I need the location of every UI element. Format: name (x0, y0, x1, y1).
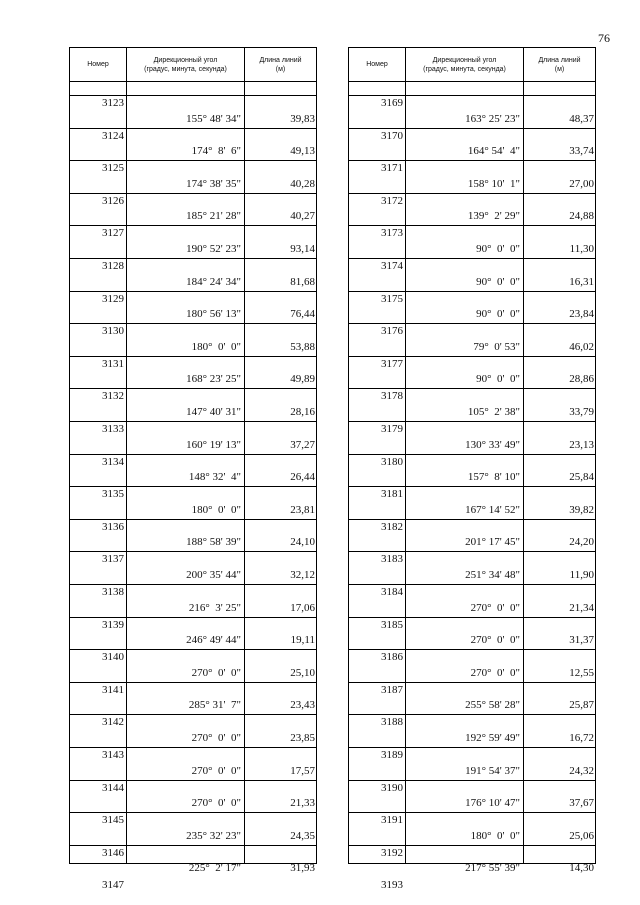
line-length: 93,14 (290, 242, 315, 255)
point-number: 3138 (102, 586, 124, 598)
point-number: 3141 (102, 683, 124, 696)
header-angle-line1: Дирекционный угол (153, 56, 218, 64)
point-number: 3145 (102, 814, 124, 827)
row-rule (70, 128, 316, 129)
point-number: 3188 (381, 716, 403, 729)
header-number (349, 48, 406, 81)
point-number: 3172 (381, 194, 403, 207)
direction-angle: 192° 59' 49" (465, 731, 520, 744)
row-rule (349, 617, 595, 618)
line-length: 37,27 (290, 438, 315, 451)
direction-angle: 160° 19' 13" (186, 438, 241, 451)
point-number: 3133 (102, 423, 124, 435)
direction-angle: 191° 54' 37" (465, 764, 520, 777)
row-rule (349, 388, 595, 389)
direction-angle: 174° 38' 35" (186, 177, 241, 190)
row-rule (70, 682, 316, 683)
row-rule (349, 291, 595, 292)
direction-angle: 176° 10' 47" (465, 797, 520, 810)
direction-angle: 147° 40' 31" (186, 405, 241, 418)
row-rule (349, 780, 595, 781)
table-header (349, 48, 595, 82)
point-number: 3140 (102, 651, 124, 664)
point-number: 3178 (381, 390, 403, 403)
point-number: 3131 (102, 357, 124, 370)
line-length: 11,30 (569, 242, 594, 255)
row-rule (70, 454, 316, 455)
point-number: 3179 (381, 423, 403, 435)
row-rule (349, 519, 595, 520)
direction-angle: 148° 32' 4" (188, 471, 241, 484)
direction-angle: 270° 0' 0" (191, 666, 241, 679)
line-length: 14,30 (569, 862, 594, 875)
point-number: 3183 (381, 553, 403, 566)
direction-angle: 235° 32' 23" (186, 829, 241, 842)
line-length: 31,37 (569, 634, 594, 647)
direction-angle: 188° 58' 39" (186, 536, 241, 549)
direction-angle: 105° 2' 38" (467, 405, 520, 418)
direction-angle: 185° 21' 28" (186, 210, 241, 223)
point-number: 3137 (102, 553, 124, 566)
point-number: 3177 (381, 357, 403, 370)
line-length: 23,84 (569, 308, 594, 321)
direction-angle: 158° 10' 1" (467, 177, 520, 190)
point-number: 3190 (381, 781, 403, 794)
row-rule (70, 95, 316, 96)
line-length: 76,44 (290, 308, 315, 321)
header-number (70, 48, 127, 81)
line-length: 31,93 (290, 862, 315, 875)
point-number: 3127 (102, 227, 124, 240)
direction-angle: 90° 0' 0" (476, 275, 520, 288)
point-number: 3187 (381, 683, 403, 696)
point-number: 3184 (381, 586, 403, 598)
header-number-label: Номер (366, 61, 388, 68)
row-rule (70, 551, 316, 552)
direction-angle: 155° 48' 34" (186, 112, 241, 125)
row-rule (70, 225, 316, 226)
row-rule (70, 747, 316, 748)
point-number: 3136 (102, 520, 124, 533)
point-number: 3169 (381, 97, 403, 109)
row-rule (349, 356, 595, 357)
line-length: 28,16 (290, 405, 315, 418)
line-length: 25,84 (569, 471, 594, 484)
row-rule (70, 160, 316, 161)
direction-angle: 90° 0' 0" (476, 242, 520, 255)
row-rule (70, 421, 316, 422)
row-rule (349, 812, 595, 813)
header-angle-line1: Дирекционный угол (432, 56, 497, 64)
point-number: 3125 (102, 162, 124, 175)
point-number: 3130 (102, 325, 124, 338)
page-number: 76 (598, 31, 610, 45)
row-rule (349, 454, 595, 455)
line-length: 24,20 (569, 536, 594, 549)
point-number: 3193 (381, 879, 403, 892)
point-number: 3189 (381, 749, 403, 761)
direction-angle: 225° 2' 17" (188, 862, 241, 875)
line-length: 39,83 (290, 112, 315, 125)
point-number: 3143 (102, 749, 124, 761)
direction-angle: 90° 0' 0" (476, 373, 520, 386)
point-number: 3170 (381, 129, 403, 142)
line-length: 24,88 (569, 210, 594, 223)
line-length: 28,86 (569, 373, 594, 386)
line-length: 23,81 (290, 503, 315, 516)
line-length: 26,44 (290, 471, 315, 484)
point-number: 3144 (102, 781, 124, 794)
header-angle (406, 48, 524, 81)
row-rule (70, 193, 316, 194)
point-number: 3182 (381, 520, 403, 533)
line-length: 25,10 (290, 666, 315, 679)
row-rule (349, 747, 595, 748)
line-length: 81,68 (290, 275, 315, 288)
header-angle (127, 48, 245, 81)
table-header (70, 48, 316, 82)
direction-angle: 201° 17' 45" (465, 536, 520, 549)
point-number: 3132 (102, 390, 124, 403)
row-rule (349, 649, 595, 650)
row-rule (70, 845, 316, 846)
point-number: 3139 (102, 618, 124, 631)
row-rule (349, 486, 595, 487)
point-number: 3129 (102, 292, 124, 305)
row-rule (349, 258, 595, 259)
point-number: 3124 (102, 129, 124, 142)
direction-angle: 174° 8' 6" (191, 145, 241, 158)
row-rule (70, 649, 316, 650)
direction-angle: 285° 31' 7" (188, 699, 241, 712)
header-length-line2: (м) (275, 65, 286, 73)
line-length: 25,06 (569, 829, 594, 842)
line-length: 53,88 (290, 340, 315, 353)
point-number: 3185 (381, 618, 403, 631)
line-length: 21,34 (569, 601, 594, 614)
line-length: 21,33 (290, 797, 315, 810)
direction-angle: 270° 0' 0" (191, 731, 241, 744)
point-number: 3192 (381, 846, 403, 859)
line-length: 33,74 (569, 145, 594, 158)
row-rule (349, 323, 595, 324)
row-rule (349, 845, 595, 846)
row-rule (70, 258, 316, 259)
point-number: 3176 (381, 325, 403, 338)
direction-angle: 216° 3' 25" (188, 601, 241, 614)
direction-angle: 90° 0' 0" (476, 308, 520, 321)
point-number: 3175 (381, 292, 403, 305)
point-number: 3173 (381, 227, 403, 240)
line-length: 24,32 (569, 764, 594, 777)
direction-angle: 139° 2' 29" (467, 210, 520, 223)
direction-angle: 270° 0' 0" (470, 634, 520, 647)
point-number: 3135 (102, 488, 124, 501)
line-length: 23,85 (290, 731, 315, 744)
direction-angle: 184° 24' 34" (186, 275, 241, 288)
row-rule (349, 128, 595, 129)
row-rule (70, 486, 316, 487)
point-number: 3191 (381, 814, 403, 827)
direction-angle: 164° 54' 4" (467, 145, 520, 158)
direction-angle: 255° 58' 28" (465, 699, 520, 712)
line-length: 49,13 (290, 145, 315, 158)
point-number: 3146 (102, 846, 124, 859)
header-angle-line2: (градус, минута, секунда) (423, 65, 506, 73)
point-number: 3171 (381, 162, 403, 175)
row-rule (70, 356, 316, 357)
line-length: 48,37 (569, 112, 594, 125)
line-length: 23,43 (290, 699, 315, 712)
direction-angle: 270° 0' 0" (191, 764, 241, 777)
point-number: 3147 (102, 879, 124, 892)
row-rule (70, 812, 316, 813)
line-length: 11,90 (569, 568, 594, 581)
direction-angle: 163° 25' 23" (465, 112, 520, 125)
row-rule (349, 95, 595, 96)
direction-angle: 168° 23' 25" (186, 373, 241, 386)
line-length: 27,00 (569, 177, 594, 190)
direction-angle: 200° 35' 44" (186, 568, 241, 581)
line-length: 12,55 (569, 666, 594, 679)
header-length (524, 48, 595, 81)
direction-angle: 270° 0' 0" (191, 797, 241, 810)
direction-angle: 217° 55' 39" (465, 862, 520, 875)
point-number: 3134 (102, 455, 124, 468)
row-rule (70, 519, 316, 520)
row-rule (349, 193, 595, 194)
row-rule (349, 584, 595, 585)
survey-table-right (348, 47, 596, 892)
point-number: 3123 (102, 97, 124, 109)
point-number: 3174 (381, 260, 403, 272)
header-angle-line2: (градус, минута, секунда) (144, 65, 227, 73)
direction-angle: 180° 0' 0" (191, 503, 241, 516)
line-length: 16,72 (569, 731, 594, 744)
direction-angle: 180° 56' 13" (186, 308, 241, 321)
line-length: 17,57 (290, 764, 315, 777)
row-rule (70, 617, 316, 618)
row-rule (70, 388, 316, 389)
row-rule (349, 714, 595, 715)
direction-angle: 180° 0' 0" (470, 829, 520, 842)
line-length: 40,27 (290, 210, 315, 223)
line-length: 39,82 (569, 503, 594, 516)
direction-angle: 270° 0' 0" (470, 601, 520, 614)
direction-angle: 251° 34' 48" (465, 568, 520, 581)
row-rule (349, 421, 595, 422)
row-rule (70, 584, 316, 585)
direction-angle: 79° 0' 53" (473, 340, 520, 353)
point-number: 3186 (381, 651, 403, 664)
direction-angle: 190° 52' 23" (186, 242, 241, 255)
line-length: 17,06 (290, 601, 315, 614)
direction-angle: 246° 49' 44" (186, 634, 241, 647)
point-number: 3128 (102, 260, 124, 272)
line-length: 25,87 (569, 699, 594, 712)
point-number: 3142 (102, 716, 124, 729)
survey-table-left (69, 47, 317, 892)
point-number: 3181 (381, 488, 403, 501)
line-length: 16,31 (569, 275, 594, 288)
line-length: 24,10 (290, 536, 315, 549)
direction-angle: 180° 0' 0" (191, 340, 241, 353)
line-length: 46,02 (569, 340, 594, 353)
line-length: 37,67 (569, 797, 594, 810)
line-length: 19,11 (290, 634, 315, 647)
header-length-line1: Длина линий (259, 56, 302, 64)
header-length-line1: Длина линий (538, 56, 581, 64)
line-length: 49,89 (290, 373, 315, 386)
direction-angle: 157° 8' 10" (467, 471, 520, 484)
row-rule (70, 291, 316, 292)
direction-angle: 130° 33' 49" (465, 438, 520, 451)
line-length: 32,12 (290, 568, 315, 581)
point-number: 3180 (381, 455, 403, 468)
line-length: 23,13 (569, 438, 594, 451)
row-rule (70, 714, 316, 715)
row-rule (70, 323, 316, 324)
header-length (245, 48, 316, 81)
line-length: 24,35 (290, 829, 315, 842)
header-length-line2: (м) (554, 65, 565, 73)
row-rule (349, 551, 595, 552)
row-rule (349, 225, 595, 226)
line-length: 40,28 (290, 177, 315, 190)
row-rule (349, 682, 595, 683)
header-number-label: Номер (87, 61, 109, 68)
direction-angle: 270° 0' 0" (470, 666, 520, 679)
line-length: 33,79 (569, 405, 594, 418)
point-number: 3126 (102, 194, 124, 207)
row-rule (70, 780, 316, 781)
row-rule (349, 160, 595, 161)
direction-angle: 167° 14' 52" (465, 503, 520, 516)
